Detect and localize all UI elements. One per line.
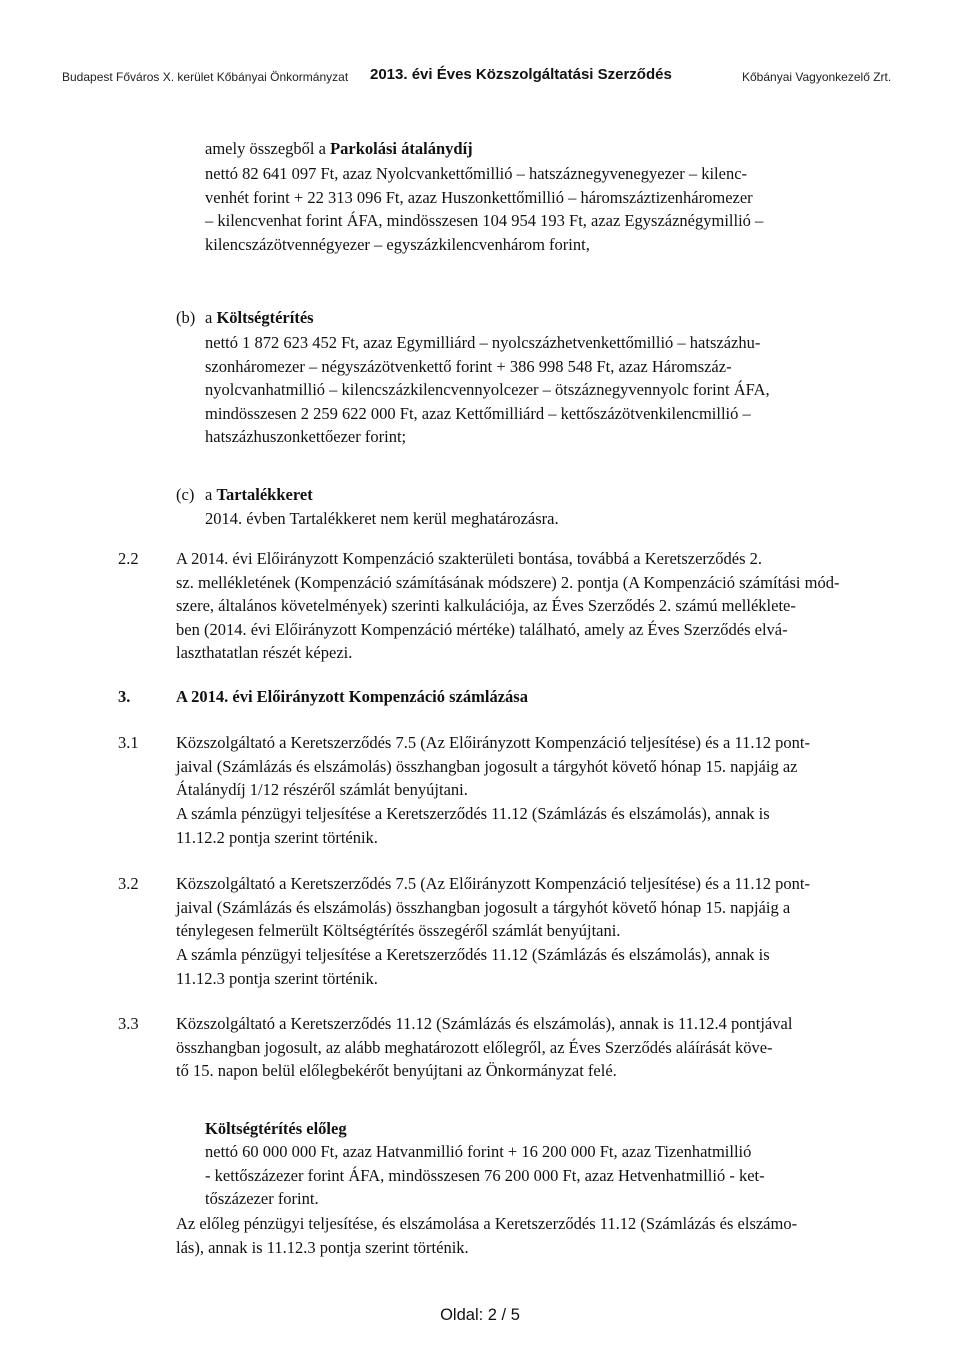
section-3-2-line: Közszolgáltató a Keretszerződés 7.5 (Az Előirányzott Kompenzáció teljesítése) és a 11.12 pont-	[176, 874, 810, 893]
section-3-2-line: jaival (Számlázás és elszámolás) összhangban jogosult a tárgyhót követő hónap 15. napjáig a	[176, 897, 791, 917]
parkolasi-line: kilencszázötvennégyezer – egyszázkilencvenhárom forint,	[205, 234, 590, 254]
tartalekkeret-prefix: a	[205, 485, 213, 504]
section-3-3-line: összhangban jogosult, az alább meghatározott előlegről, az Éves Szerződés aláírását köve-	[176, 1037, 773, 1057]
section-3-1-para2-line: 11.12.2 pontja szerint történik.	[176, 827, 378, 847]
parkolasi-line: nettó 82 641 097 Ft, azaz Nyolcvankettőmillió – hatszáznegyvenegyezer – kilenc-	[205, 164, 748, 183]
section-3-2-number: 3.2	[118, 874, 139, 893]
parkolasi-body	[205, 162, 845, 256]
section-3-1-number: 3.1	[118, 733, 139, 752]
koltsegterites-line: szonháromezer – négyszázötvenkettő forint + 386 998 548 Ft, azaz Háromszáz-	[205, 356, 732, 376]
section-3-number: 3.	[118, 687, 131, 706]
koltsegterites-line: nyolcvanhatmillió – kilencszázkilencvennyolcezer – ötszáznegyvennyolc forint ÁFA,	[205, 380, 770, 399]
header-municipality: Budapest Főváros X. kerület Kőbányai Önkormányzat	[62, 70, 349, 84]
section-2-2-line: ben (2014. évi Előirányzott Kompenzáció mértéke) található, amely az Éves Szerződés elvá-	[176, 619, 788, 639]
section-2-2-line: sz. mellékletének (Kompenzáció számításának módszere) 2. pontja (A Kompenzáció számítási mód-	[176, 572, 840, 592]
eloleg-body	[205, 1140, 845, 1211]
section-3-2-body	[176, 872, 846, 943]
eloleg-line: - kettőszázezer forint ÁFA, mindösszesen 76 200 000 Ft, azaz Hetvenhatmillió - ket-	[205, 1165, 765, 1185]
koltsegterites-prefix: a	[205, 308, 213, 327]
section-3-1-para2	[176, 802, 846, 849]
eloleg-line: nettó 60 000 000 Ft, azaz Hatvanmillió forint + 16 200 000 Ft, azaz Tizenhatmillió	[205, 1142, 752, 1161]
koltsegterites-line: mindösszesen 2 259 622 000 Ft, azaz Kettőmilliárd – kettőszázötvenkilencmillió –	[205, 403, 751, 423]
tartalekkeret-heading	[205, 483, 313, 507]
section-3-1-body	[176, 731, 846, 802]
eloleg-line: tőszázezer forint.	[205, 1189, 319, 1208]
section-3-1-line: Átalánydíj 1/12 részéről számlát benyújtani.	[176, 780, 468, 799]
header-document-title: 2013. évi Éves Közszolgáltatási Szerződés	[370, 66, 672, 83]
eloleg-para2-line: lás), annak is 11.12.3 pontja szerint történik.	[176, 1237, 469, 1257]
section-2-2-body	[176, 547, 846, 665]
header-company: Kőbányai Vagyonkezelő Zrt.	[742, 70, 892, 84]
tartalekkeret-text: 2014. évben Tartalékkeret nem kerül meghatározásra.	[205, 509, 559, 528]
section-3-1-line: jaival (Számlázás és elszámolás) összhangban jogosult a tárgyhót követő hónap 15. napjáig az	[176, 756, 798, 776]
section-3-2-para2-line: A számla pénzügyi teljesítése a Keretszerződés 11.12 (Számlázás és elszámolás), annak is	[176, 945, 770, 964]
section-3-2-line: ténylegesen felmerült Költségtérítés összegéről számlát benyújtani.	[176, 921, 621, 940]
parkolasi-intro: amely összegből a	[205, 139, 326, 158]
section-2-2-number: 2.2	[118, 549, 139, 568]
section-2-2-line: laszthatatlan részét képezi.	[176, 643, 353, 662]
koltsegterites-heading	[205, 306, 314, 330]
koltsegterites-line: nettó 1 872 623 452 Ft, azaz Egymilliárd – nyolcszázhetvenkettőmillió – hatszázhu-	[205, 333, 761, 352]
eloleg-para2-line: Az előleg pénzügyi teljesítése, és elszámolása a Keretszerződés 11.12 (Számlázás és elszámo-	[176, 1214, 798, 1233]
koltsegterites-marker: (b)	[176, 308, 196, 327]
parkolasi-heading	[205, 137, 473, 161]
section-2-2-line: A 2014. évi Előirányzott Kompenzáció szakterületi bontása, továbbá a Keretszerződés 2.	[176, 549, 762, 568]
parkolasi-line: venhét forint + 22 313 096 Ft, azaz Huszonkettőmillió – háromszáztizenháromezer	[205, 187, 753, 207]
parkolasi-title: Parkolási átalánydíj	[330, 139, 473, 158]
section-3-1-line: Közszolgáltató a Keretszerződés 7.5 (Az Előirányzott Kompenzáció teljesítése) és a 11.12 pont-	[176, 733, 810, 752]
tartalekkeret-marker: (c)	[176, 485, 195, 504]
koltsegterites-body	[205, 331, 845, 449]
section-3-title: A 2014. évi Előirányzott Kompenzáció számlázása	[176, 687, 528, 706]
section-3-3-number: 3.3	[118, 1014, 139, 1033]
section-3-2-para2	[176, 943, 846, 990]
parkolasi-line: – kilencvenhat forint ÁFA, mindösszesen 104 954 193 Ft, azaz Egyszáznégymillió –	[205, 211, 764, 230]
section-3-2-para2-line: 11.12.3 pontja szerint történik.	[176, 968, 378, 988]
page-number: Oldal: 2 / 5	[440, 1306, 520, 1324]
koltsegterites-line: hatszázhuszonkettőezer forint;	[205, 427, 407, 446]
section-3-1-para2-line: A számla pénzügyi teljesítése a Keretszerződés 11.12 (Számlázás és elszámolás), annak is	[176, 804, 770, 823]
section-2-2-line: szere, általános követelmények) szerinti kalkulációja, az Éves Szerződés 2. számú melléklete-	[176, 596, 796, 615]
koltsegterites-title: Költségtérítés	[216, 308, 314, 327]
section-3-3-body	[176, 1012, 846, 1083]
section-3-3-line: tő 15. napon belül előlegbekérőt benyújtani az Önkormányzat felé.	[176, 1061, 617, 1080]
tartalekkeret-title: Tartalékkeret	[216, 485, 313, 504]
section-3-3-line: Közszolgáltató a Keretszerződés 11.12 (Számlázás és elszámolás), annak is 11.12.4 pontjával	[176, 1014, 793, 1033]
eloleg-para2	[176, 1212, 846, 1259]
eloleg-title: Költségtérítés előleg	[205, 1119, 347, 1138]
